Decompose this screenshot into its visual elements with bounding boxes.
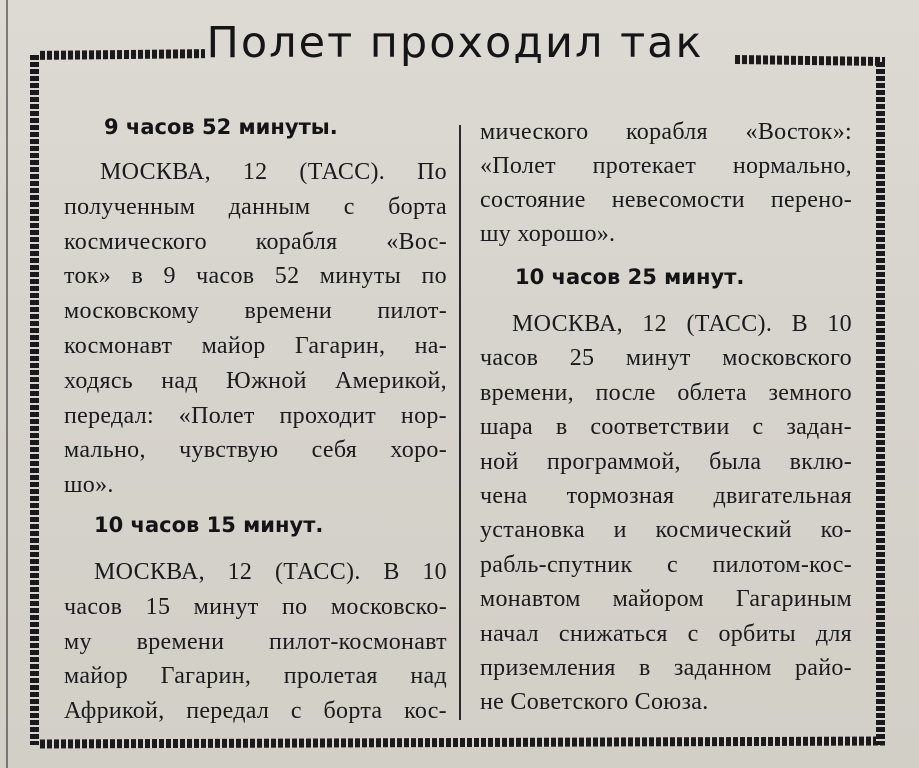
text-line: чена тормозная двигательная [480, 483, 852, 509]
text-line: шу хорошо». [480, 221, 616, 247]
text-line: приземления в заданном райо- [480, 655, 852, 681]
text-line: МОСКВА, 12 (ТАСС). По [100, 159, 447, 185]
text-line: майор Гагарин, пролетая над [64, 663, 447, 690]
text-line: полученным данным с борта [64, 193, 447, 220]
text-line: ной программой, была вклю- [480, 448, 852, 475]
frame-border-right [876, 62, 885, 745]
text-line: ток» в 9 часов 52 минуты по [64, 263, 447, 290]
text-line: московскому времени пилот- [64, 298, 447, 325]
text-line: часов 25 минут московского [480, 345, 852, 372]
text-line: МОСКВА, 12 (ТАСС). В 10 [512, 311, 852, 337]
text-line: ходясь над Южной Америкой, [64, 367, 447, 394]
article-title: Полет проходил так [206, 18, 704, 68]
text-line: начал снижаться с орбиты для [480, 620, 852, 647]
text-line: не Советского Союза. [480, 689, 709, 716]
frame-border-left [30, 55, 39, 745]
text-line: мического корабля «Восток»: [480, 119, 852, 145]
text-line: Африкой, передал с борта кос- [64, 698, 447, 725]
text-line: космического корабля «Вос- [64, 228, 447, 255]
text-line: монавтом майором Гагариным [480, 586, 852, 613]
text-line: МОСКВА, 12 (ТАСС). В 10 [94, 559, 447, 585]
text-line: шара в соответствии с задан- [480, 414, 852, 441]
text-line: рабль-спутник с пилотом-кос- [480, 551, 852, 578]
text-line: шо». [64, 472, 114, 499]
column-rule [6, 0, 8, 768]
section-heading-1025: 10 часов 25 минут. [515, 265, 745, 289]
text-line: установка и космический ко- [480, 517, 852, 544]
text-line: состояние невесомости перено- [480, 187, 852, 213]
text-line: «Полет протекает нормально, [480, 153, 852, 179]
frame-border-bottom [40, 737, 885, 749]
frame-border-top-right [735, 55, 885, 66]
text-line: времени, после облета земного [480, 379, 852, 406]
text-line: му времени пилот-космонавт [64, 628, 447, 655]
text-line: передал: «Полет проходит нор- [64, 402, 447, 429]
frame-border-top-left [40, 49, 205, 60]
text-line: часов 15 минут по московско- [64, 593, 447, 620]
text-line: космонавт майор Гагарин, на- [64, 333, 447, 359]
text-line: мально, чувствую себя хоро- [64, 437, 447, 464]
section-heading-1015: 10 часов 15 минут. [94, 513, 324, 537]
section-heading-0952: 9 часов 52 минуты. [104, 115, 338, 139]
column-divider [459, 125, 461, 720]
